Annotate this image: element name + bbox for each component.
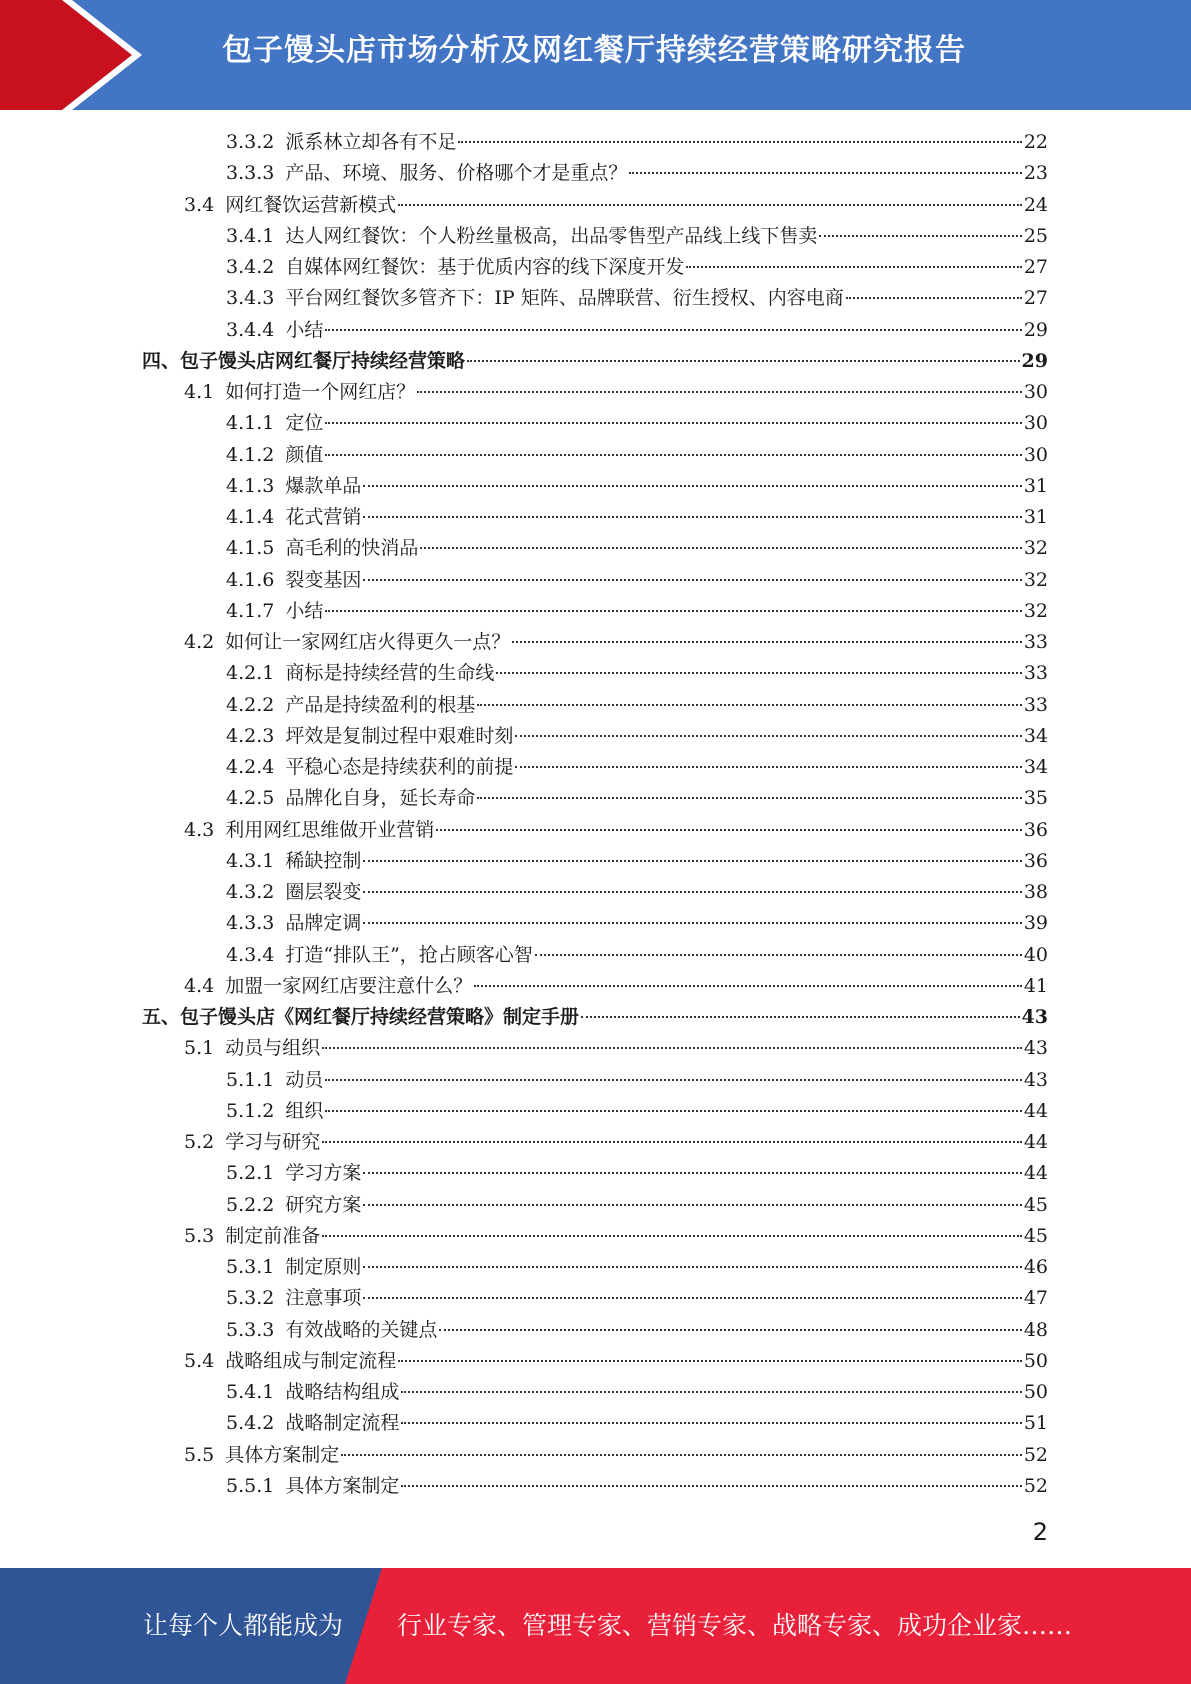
toc-entry[interactable]: [226, 721, 1048, 752]
toc-dot-leader: [363, 922, 1021, 924]
toc-entry[interactable]: [226, 283, 1048, 314]
toc-dot-leader: [535, 954, 1022, 956]
report-header: [0, 0, 1191, 110]
toc-entry-number: 5.2.1: [226, 1162, 275, 1184]
toc-entry-number: 4.2.3: [226, 725, 275, 747]
toc-entry-number: 3.4.3: [226, 287, 275, 309]
toc-entry[interactable]: [184, 190, 1048, 221]
toc-entry-number: 3.4.2: [226, 256, 275, 278]
toc-entry-page: 35: [1023, 787, 1048, 809]
toc-entry-page: 40: [1023, 944, 1048, 966]
toc-dot-leader: [322, 1047, 1022, 1049]
toc-entry-page: 29: [1021, 350, 1048, 372]
toc-entry-page: 32: [1023, 569, 1048, 591]
toc-entry-page: 27: [1023, 287, 1048, 309]
toc-entry-number: 5.4.2: [226, 1412, 275, 1434]
toc-entry-page: 31: [1023, 475, 1048, 497]
toc-entry-title: 网红餐饮运营新模式: [225, 194, 397, 216]
toc-entry-title: 组织: [285, 1100, 324, 1122]
toc-entry-page: 23: [1023, 162, 1048, 184]
toc-entry-number: 4.2.5: [226, 787, 275, 809]
page-number: 2: [1032, 1518, 1048, 1546]
toc-dot-leader: [398, 204, 1022, 206]
toc-entry[interactable]: [184, 971, 1048, 1002]
footer-slogan-right: 行业专家、管理专家、营销专家、战略专家、成功企业家……: [397, 1611, 1073, 1640]
header-chevron-icon: [0, 0, 160, 110]
toc-entry[interactable]: [226, 690, 1048, 721]
toc-dot-leader: [398, 1360, 1022, 1362]
toc-dot-leader: [846, 297, 1022, 299]
toc-entry-page: 24: [1023, 194, 1048, 216]
toc-entry-page: 30: [1023, 412, 1048, 434]
toc-dot-leader: [686, 266, 1021, 268]
report-footer: [0, 1568, 1191, 1684]
toc-dot-leader: [325, 422, 1021, 424]
toc-entry-page: 52: [1023, 1444, 1048, 1466]
toc-dot-leader: [363, 579, 1021, 581]
toc-entry[interactable]: [226, 658, 1048, 689]
toc-entry-title: 研究方案: [285, 1194, 362, 1216]
toc-entry[interactable]: [226, 752, 1048, 783]
toc-entry-page: 44: [1023, 1100, 1048, 1122]
toc-entry-page: 48: [1023, 1319, 1048, 1341]
toc-entry-title: 战略制定流程: [285, 1412, 400, 1434]
toc-entry-title: 达人网红餐饮：个人粉丝量极高，出品零售型产品线上线下售卖: [285, 225, 818, 247]
toc-entry[interactable]: [226, 221, 1048, 252]
toc-dot-leader: [325, 610, 1021, 612]
toc-entry-page: 32: [1023, 537, 1048, 559]
toc-entry-page: 33: [1023, 662, 1048, 684]
toc-entry-number: 5.3.3: [226, 1319, 275, 1341]
toc-entry[interactable]: [226, 877, 1048, 908]
toc-entry-page: 27: [1023, 256, 1048, 278]
toc-entry-title: 坪效是复制过程中艰难时刻: [285, 725, 514, 747]
toc-entry-page: 43: [1023, 1037, 1048, 1059]
toc-entry[interactable]: [226, 1408, 1048, 1439]
toc-dot-leader: [477, 704, 1021, 706]
toc-entry-page: 50: [1023, 1381, 1048, 1403]
toc-dot-leader: [401, 1485, 1021, 1487]
toc-dot-leader: [467, 360, 1020, 362]
toc-entry-title: 高毛利的快消品: [285, 537, 419, 559]
toc-entry-page: 43: [1021, 1006, 1048, 1028]
toc-entry-page: 41: [1023, 975, 1048, 997]
toc-entry-title: 战略结构组成: [285, 1381, 400, 1403]
toc-entry-number: 4.1.5: [226, 537, 275, 559]
toc-entry-number: 3.3.2: [226, 131, 275, 153]
toc-entry-title: 打造“排队王”，抢占顾客心智: [285, 944, 533, 966]
toc-entry-number: 5.2.2: [226, 1194, 275, 1216]
toc-entry-page: 46: [1023, 1256, 1048, 1278]
toc-entry-number: 4.1.1: [226, 412, 275, 434]
toc-entry-title: 具体方案制定: [225, 1444, 340, 1466]
toc-entry[interactable]: [226, 408, 1048, 439]
toc-entry-title: 具体方案制定: [285, 1475, 400, 1497]
toc-entry-title: 爆款单品: [285, 475, 362, 497]
toc-entry[interactable]: [226, 127, 1048, 158]
toc-entry-page: 50: [1023, 1350, 1048, 1372]
toc-entry-title: 制定前准备: [225, 1225, 321, 1247]
toc-entry-number: 4.1.7: [226, 600, 275, 622]
toc-entry[interactable]: [142, 346, 1048, 377]
toc-entry-page: 30: [1023, 381, 1048, 403]
toc-entry-number: 5.5: [184, 1444, 215, 1466]
toc-entry-page: 44: [1023, 1131, 1048, 1153]
toc-dot-leader: [401, 1422, 1021, 1424]
toc-entry-page: 30: [1023, 444, 1048, 466]
toc-entry-title: 平台网红餐饮多管齐下：IP 矩阵、品牌联营、衍生授权、内容电商: [285, 287, 844, 309]
toc-dot-leader: [325, 329, 1021, 331]
toc-entry-number: 5.5.1: [226, 1475, 275, 1497]
toc-entry-page: 39: [1023, 912, 1048, 934]
toc-entry[interactable]: [226, 1377, 1048, 1408]
toc-entry-title: 小结: [285, 600, 324, 622]
toc-entry[interactable]: [184, 1346, 1048, 1377]
toc-entry-number: 5.2: [184, 1131, 215, 1153]
toc-entry-title: 品牌化自身，延长寿命: [285, 787, 476, 809]
toc-entry[interactable]: [226, 783, 1048, 814]
toc-entry-title: 派系林立却各有不足: [285, 131, 457, 153]
toc-entry-page: 36: [1023, 819, 1048, 841]
toc-entry-page: 25: [1023, 225, 1048, 247]
toc-entry-title: 商标是持续经营的生命线: [285, 662, 495, 684]
toc-entry[interactable]: [184, 815, 1048, 846]
toc-entry-page: 32: [1023, 600, 1048, 622]
toc-entry[interactable]: [226, 846, 1048, 877]
toc-entry[interactable]: [226, 1315, 1048, 1346]
toc-entry-number: 4.2.2: [226, 694, 275, 716]
toc-entry[interactable]: [184, 1221, 1048, 1252]
toc-entry-number: 4.3.3: [226, 912, 275, 934]
toc-dot-leader: [477, 797, 1021, 799]
toc-entry-title: 学习方案: [285, 1162, 362, 1184]
toc-entry-number: 5.3.2: [226, 1287, 275, 1309]
toc-dot-leader: [474, 985, 1022, 987]
toc-dot-leader: [819, 235, 1021, 237]
toc-entry[interactable]: [226, 502, 1048, 533]
toc-entry-title: 产品是持续盈利的根基: [285, 694, 476, 716]
toc-entry[interactable]: [226, 908, 1048, 939]
toc-entry-number: 3.4.1: [226, 225, 275, 247]
toc-dot-leader: [496, 672, 1021, 674]
toc-dot-leader: [322, 1141, 1022, 1143]
toc-entry-number: 5.1.2: [226, 1100, 275, 1122]
toc-entry-number: 4.1.2: [226, 444, 275, 466]
toc-entry[interactable]: [142, 1002, 1048, 1033]
toc-entry[interactable]: [184, 1033, 1048, 1064]
toc-dot-leader: [512, 641, 1022, 643]
toc-entry[interactable]: [226, 315, 1048, 346]
toc-entry-title: 颜值: [285, 444, 324, 466]
toc-entry-title: 如何让一家网红店火得更久一点？: [225, 631, 511, 653]
toc-entry-title: 利用网红思维做开业营销: [225, 819, 435, 841]
toc-entry-number: 4.2.4: [226, 756, 275, 778]
toc-entry-number: 4.2: [184, 631, 215, 653]
toc-entry-number: 5.4.1: [226, 1381, 275, 1403]
toc-entry-title: 五、包子馒头店《网红餐厅持续经营策略》制定手册: [142, 1006, 580, 1028]
toc-entry-number: 4.3.4: [226, 944, 275, 966]
toc-entry-title: 裂变基因: [285, 569, 362, 591]
toc-entry[interactable]: [226, 940, 1048, 971]
toc-entry-title: 有效战略的关键点: [285, 1319, 438, 1341]
toc-entry[interactable]: [184, 627, 1048, 658]
toc-entry[interactable]: [226, 440, 1048, 471]
toc-entry[interactable]: [226, 1283, 1048, 1314]
toc-entry-page: 45: [1023, 1225, 1048, 1247]
toc-dot-leader: [417, 391, 1022, 393]
toc-dot-leader: [325, 454, 1021, 456]
toc-entry-page: 33: [1023, 694, 1048, 716]
toc-entry[interactable]: [226, 596, 1048, 627]
toc-dot-leader: [363, 1172, 1021, 1174]
toc-entry-title: 产品、环境、服务、价格哪个才是重点？: [285, 162, 628, 184]
toc-entry-title: 平稳心态是持续获利的前提: [285, 756, 514, 778]
toc-dot-leader: [363, 1204, 1021, 1206]
toc-entry-number: 4.1.6: [226, 569, 275, 591]
toc-entry-number: 5.3: [184, 1225, 215, 1247]
toc-dot-leader: [458, 141, 1021, 143]
toc-entry[interactable]: [226, 1096, 1048, 1127]
toc-entry-title: 四、包子馒头店网红餐厅持续经营策略: [142, 350, 466, 372]
toc-entry-title: 注意事项: [285, 1287, 362, 1309]
toc-entry-number: 4.1.3: [226, 475, 275, 497]
toc-entry-page: 44: [1023, 1162, 1048, 1184]
toc-dot-leader: [629, 172, 1021, 174]
toc-dot-leader: [363, 860, 1021, 862]
toc-entry[interactable]: [226, 1190, 1048, 1221]
toc-entry-page: 31: [1023, 506, 1048, 528]
toc-entry-page: 34: [1023, 725, 1048, 747]
toc-entry-number: 5.3.1: [226, 1256, 275, 1278]
toc-entry-title: 动员: [285, 1069, 324, 1091]
toc-entry[interactable]: [226, 565, 1048, 596]
toc-entry-number: 5.1.1: [226, 1069, 275, 1091]
toc-entry-number: 4.1: [184, 381, 215, 403]
toc-entry-title: 加盟一家网红店要注意什么？: [225, 975, 473, 997]
toc-dot-leader: [363, 1297, 1021, 1299]
footer-slogan-left: 让每个人都能成为: [143, 1611, 344, 1640]
toc-entry[interactable]: [226, 1252, 1048, 1283]
toc-entry-page: 34: [1023, 756, 1048, 778]
toc-entry-number: 3.4.4: [226, 319, 275, 341]
toc-entry-page: 33: [1023, 631, 1048, 653]
toc-dot-leader: [439, 1329, 1021, 1331]
toc-dot-leader: [322, 1235, 1022, 1237]
toc-dot-leader: [363, 485, 1021, 487]
toc-entry[interactable]: [184, 1127, 1048, 1158]
toc-dot-leader: [581, 1016, 1020, 1018]
toc-entry-number: 4.3.2: [226, 881, 275, 903]
toc-dot-leader: [436, 829, 1022, 831]
toc-entry-title: 自媒体网红餐饮：基于优质内容的线下深度开发: [285, 256, 685, 278]
toc-entry-page: 36: [1023, 850, 1048, 872]
toc-entry-title: 如何打造一个网红店？: [225, 381, 416, 403]
toc-entry-page: 43: [1023, 1069, 1048, 1091]
toc-entry-title: 动员与组织: [225, 1037, 321, 1059]
toc-dot-leader: [363, 516, 1021, 518]
toc-entry-page: 45: [1023, 1194, 1048, 1216]
toc-entry-title: 学习与研究: [225, 1131, 321, 1153]
toc-dot-leader: [325, 1110, 1021, 1112]
toc-entry-title: 圈层裂变: [285, 881, 362, 903]
toc-entry-title: 花式营销: [285, 506, 362, 528]
toc-entry-title: 稀缺控制: [285, 850, 362, 872]
toc-entry[interactable]: [226, 1158, 1048, 1189]
toc-entry-page: 47: [1023, 1287, 1048, 1309]
toc-entry-title: 制定原则: [285, 1256, 362, 1278]
toc-entry-number: 4.3.1: [226, 850, 275, 872]
toc-entry-page: 51: [1023, 1412, 1048, 1434]
toc-entry-number: 3.3.3: [226, 162, 275, 184]
toc-entry-number: 5.4: [184, 1350, 215, 1372]
toc-dot-leader: [515, 766, 1021, 768]
toc-entry[interactable]: [226, 533, 1048, 564]
toc-entry-number: 5.1: [184, 1037, 215, 1059]
toc-dot-leader: [325, 1079, 1021, 1081]
report-title: 包子馒头店市场分析及网红餐厅持续经营策略研究报告: [222, 33, 966, 68]
toc-dot-leader: [363, 891, 1021, 893]
toc-entry-title: 定位: [285, 412, 324, 434]
toc-entry[interactable]: [184, 1440, 1048, 1471]
toc-entry-number: 4.3: [184, 819, 215, 841]
toc-entry[interactable]: [226, 1471, 1048, 1502]
toc-entry-title: 战略组成与制定流程: [225, 1350, 397, 1372]
toc-entry-number: 4.1.4: [226, 506, 275, 528]
toc-entry-page: 52: [1023, 1475, 1048, 1497]
toc-entry[interactable]: [226, 1065, 1048, 1096]
toc-entry[interactable]: [226, 252, 1048, 283]
toc-dot-leader: [341, 1454, 1022, 1456]
toc-entry-page: 29: [1023, 319, 1048, 341]
toc-entry-page: 38: [1023, 881, 1048, 903]
toc-entry[interactable]: [226, 158, 1048, 189]
toc-dot-leader: [363, 1266, 1021, 1268]
toc-entry-number: 4.2.1: [226, 662, 275, 684]
toc-entry-title: 品牌定调: [285, 912, 362, 934]
toc-entry[interactable]: [184, 377, 1048, 408]
toc-dot-leader: [420, 547, 1021, 549]
toc-dot-leader: [401, 1391, 1021, 1393]
toc-entry-title: 小结: [285, 319, 324, 341]
toc-entry[interactable]: [226, 471, 1048, 502]
toc-entry-number: 4.4: [184, 975, 215, 997]
toc-dot-leader: [515, 735, 1021, 737]
toc-entry-page: 22: [1023, 131, 1048, 153]
toc-entry-number: 3.4: [184, 194, 215, 216]
